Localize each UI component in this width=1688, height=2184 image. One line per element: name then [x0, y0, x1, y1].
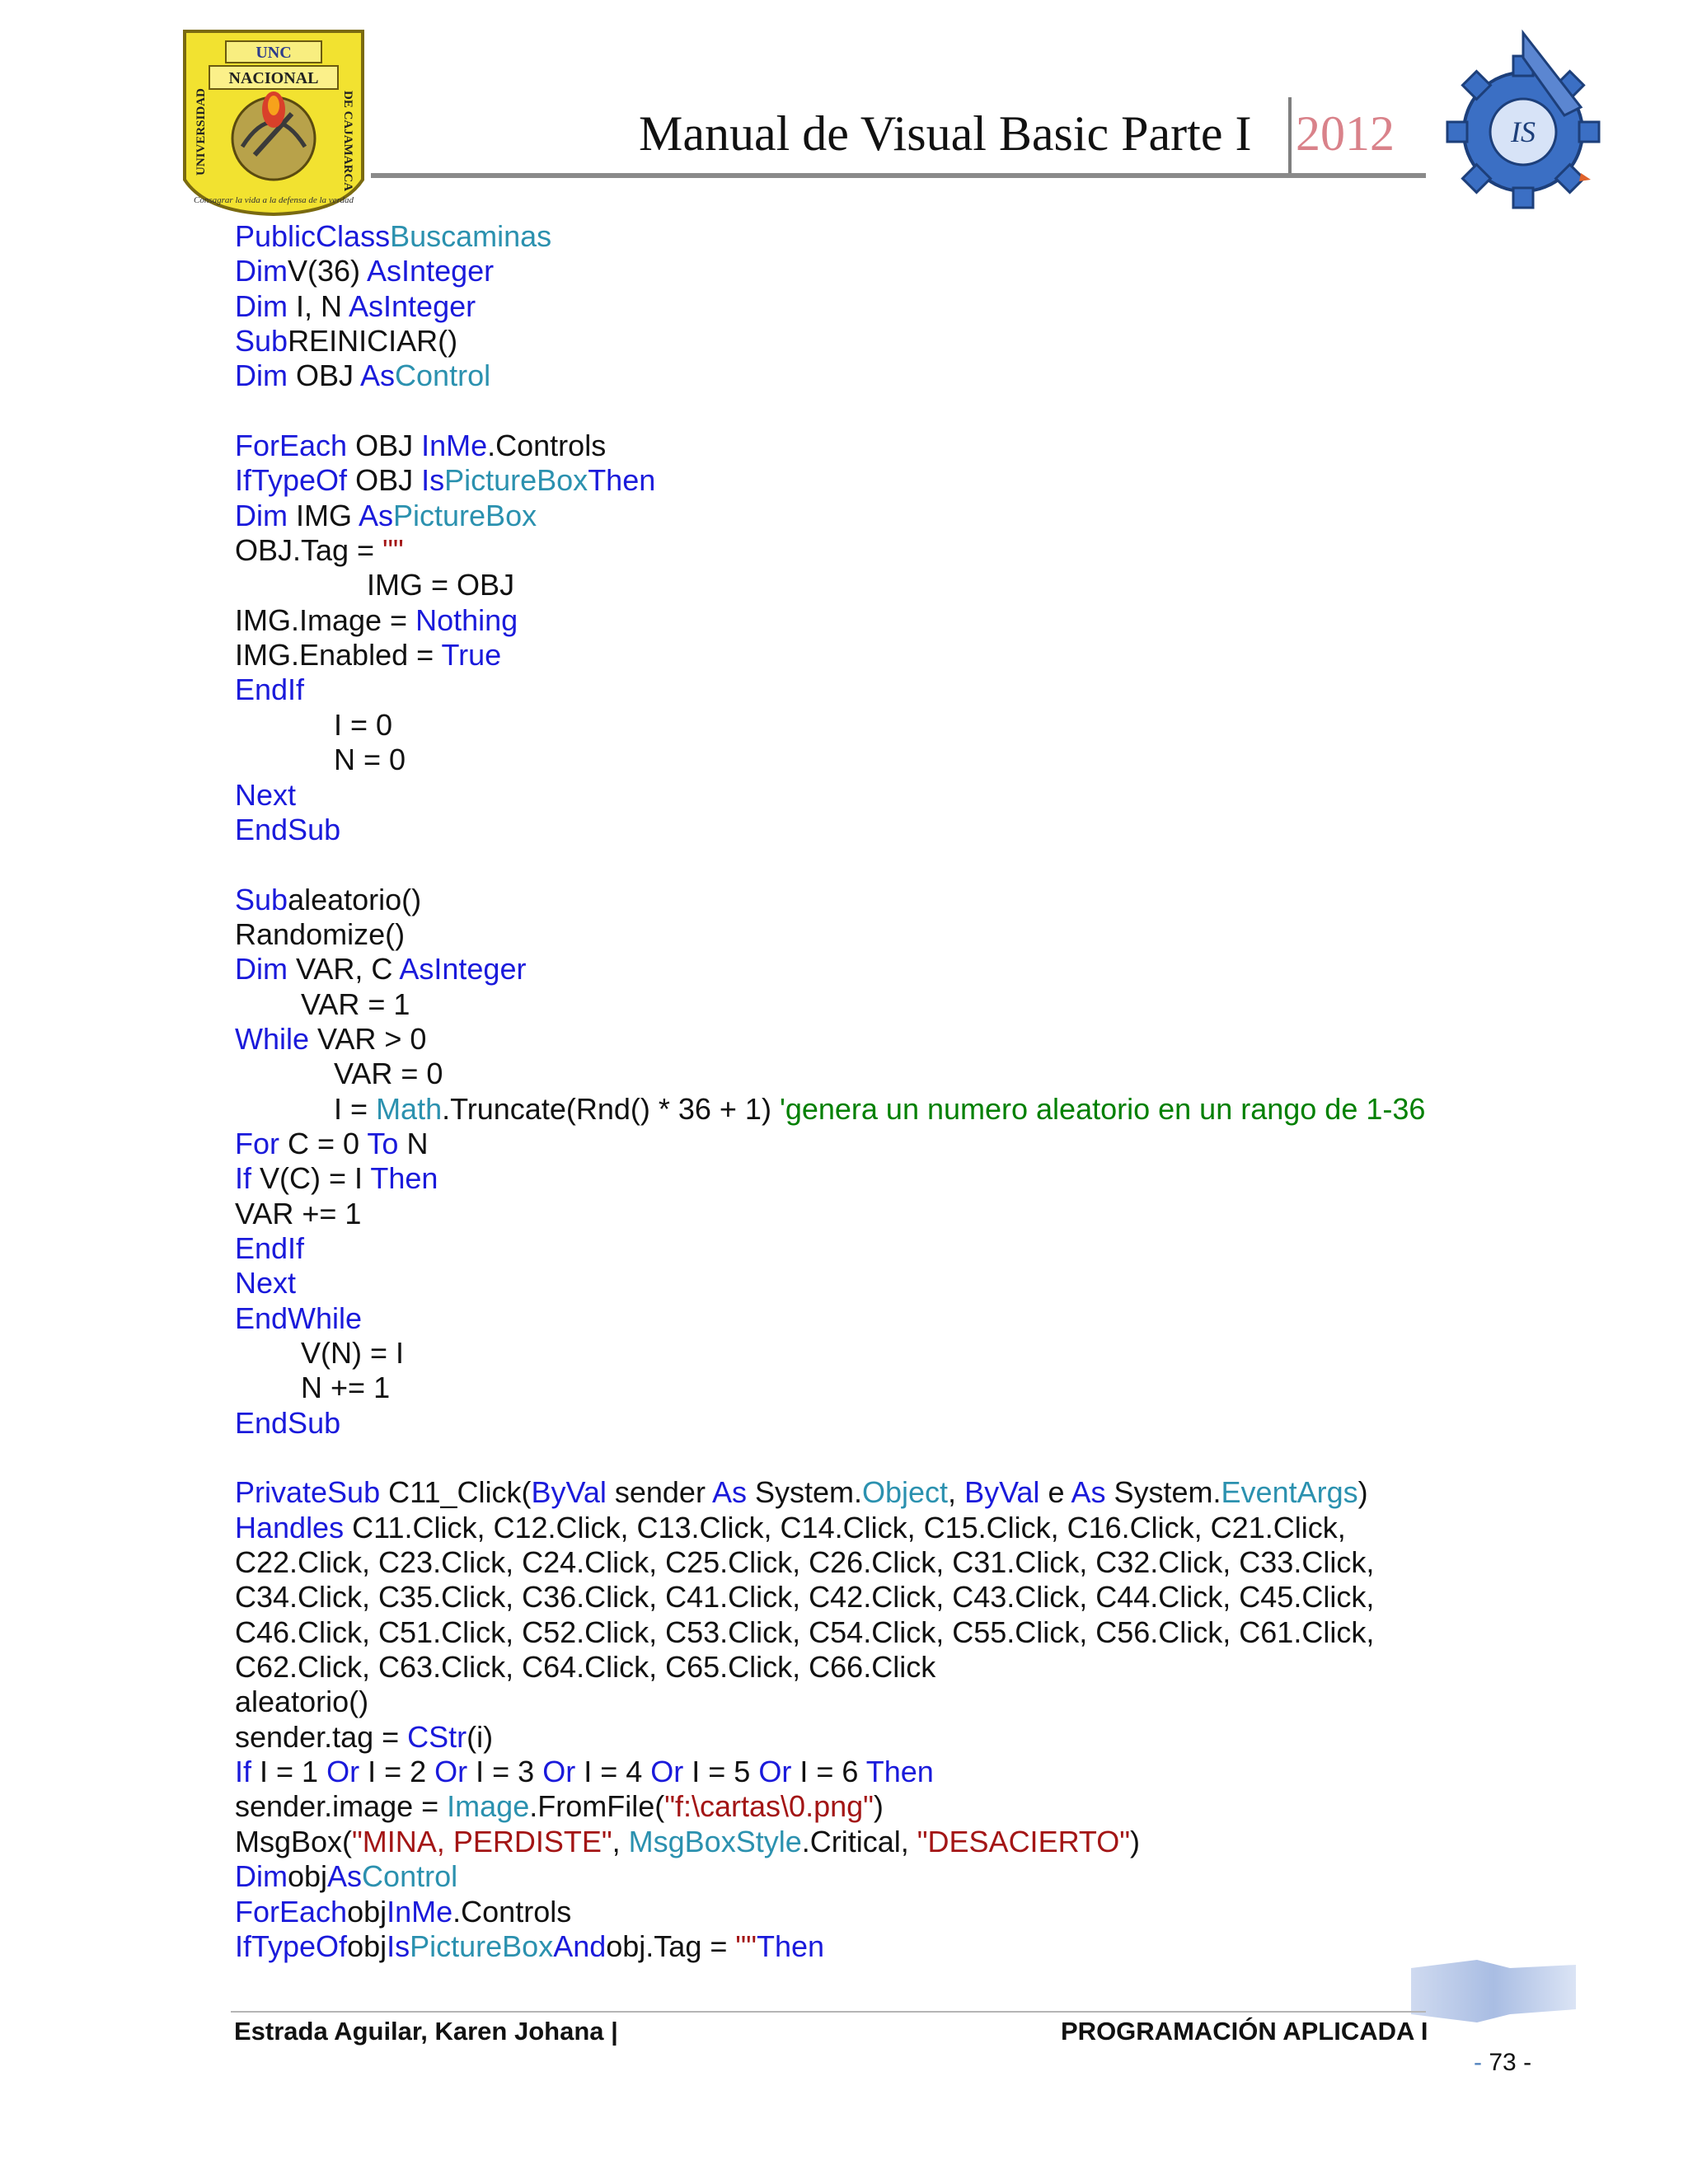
code-token: PictureBox [444, 463, 588, 498]
code-line [235, 673, 1425, 707]
code-line [235, 429, 1425, 463]
code-token: CStr [407, 1719, 467, 1754]
code-line [235, 1092, 1425, 1127]
systems-engineering-logo [1441, 16, 1606, 223]
code-token: Dim [235, 952, 288, 987]
code-token: C34.Click, C35.Click, C36.Click, C41.Click, C42.Click, C43.Click, C44.Click, C45.Click, [235, 1580, 1375, 1615]
code-token: Buscaminas [390, 219, 552, 253]
code-token: AsInteger [399, 952, 527, 987]
code-token: REINICIAR() [288, 324, 458, 359]
code-token: OBJ [347, 463, 422, 498]
code-token: Or [434, 1755, 468, 1789]
code-token: obj.Tag = [606, 1929, 736, 1963]
code-token: V(C) = I [251, 1161, 371, 1196]
code-token: PictureBox [410, 1929, 554, 1963]
code-token: "MINA, PERDISTE" [352, 1824, 612, 1858]
code-token: Dim [235, 359, 288, 393]
code-token: OBJ.Tag = [235, 533, 383, 568]
code-token: sender [606, 1475, 712, 1510]
code-line [235, 289, 1425, 324]
code-token: , [948, 1475, 965, 1510]
code-line [235, 1161, 1425, 1196]
svg-text:Consagrar la vida a la defensa: Consagrar la vida a la defensa de la verdad [194, 195, 354, 205]
page-number [1474, 2049, 1531, 2077]
code-token: I = 6 [791, 1755, 866, 1789]
code-token: And [553, 1929, 607, 1963]
svg-text:NACIONAL: NACIONAL [228, 69, 319, 87]
svg-text:UNIVERSIDAD: UNIVERSIDAD [195, 88, 208, 176]
code-token: System. [1105, 1475, 1221, 1510]
code-line [235, 1895, 1425, 1929]
code-token: Is [387, 1929, 410, 1963]
code-token: Or [758, 1755, 792, 1789]
code-line [235, 1301, 1425, 1336]
code-token: "" [382, 533, 404, 568]
code-token: V(N) = I [235, 1336, 405, 1370]
code-token: 'genera un numero aleatorio en un rango de 1-36 [779, 1091, 1426, 1126]
code-token: ForEach [235, 429, 348, 463]
code-token: EndWhile [235, 1301, 363, 1335]
code-token: Dim [235, 1859, 288, 1894]
code-line [235, 1580, 1425, 1615]
code-token: As [327, 1859, 363, 1894]
code-token: PrivateSub [235, 1475, 381, 1510]
code-token: I = 1 [251, 1755, 327, 1789]
code-line [235, 1022, 1425, 1057]
code-line [235, 778, 1425, 813]
page-number-value: 73 [1489, 2049, 1517, 2076]
footer-decoration [1411, 1960, 1576, 2026]
code-line [235, 708, 1425, 743]
code-line [235, 1511, 1425, 1545]
code-token: "DESACIERTO" [917, 1824, 1131, 1858]
code-token: If [235, 1161, 252, 1196]
code-token: If [235, 1755, 252, 1789]
code-line [235, 743, 1425, 777]
code-line [235, 1789, 1425, 1824]
footer-rule [231, 2011, 1426, 2013]
code-token: While [235, 1021, 310, 1056]
code-token: VAR += 1 [235, 1196, 362, 1230]
code-token: Dim [235, 254, 288, 288]
code-token: EventArgs [1221, 1475, 1358, 1510]
code-line [235, 1929, 1425, 1964]
code-token: I = [235, 1091, 377, 1126]
code-token: Is [421, 463, 445, 498]
code-line [235, 638, 1425, 673]
code-line [235, 463, 1425, 498]
code-line [235, 254, 1425, 288]
code-token: PictureBox [393, 498, 537, 532]
code-token: AsInteger [349, 288, 476, 323]
code-token: VAR, C [287, 952, 400, 987]
code-token: EndSub [235, 812, 341, 846]
code-line [235, 883, 1425, 917]
code-token: InMe [387, 1894, 453, 1929]
code-line [235, 1371, 1425, 1405]
code-line [235, 1127, 1425, 1161]
code-token: N [398, 1126, 429, 1160]
code-line [235, 1475, 1425, 1510]
code-token: "f:\cartas\0.png" [664, 1789, 874, 1824]
code-line [235, 1825, 1425, 1859]
code-token: As [359, 498, 394, 532]
code-line [235, 1755, 1425, 1789]
code-line [235, 603, 1425, 638]
code-token: Then [370, 1161, 438, 1196]
code-token: Sub [235, 324, 288, 359]
code-token: PublicClass [235, 219, 391, 253]
code-token: I, N [287, 288, 349, 323]
code-token: sender.image = [235, 1789, 448, 1824]
code-token: Next [235, 1266, 297, 1301]
code-token: .Controls [452, 1894, 572, 1929]
code-token: ForEach [235, 1894, 348, 1929]
code-line [235, 952, 1425, 987]
code-token: IMG.Image = [235, 602, 416, 637]
code-token: N = 0 [235, 743, 406, 777]
code-line [235, 219, 1425, 254]
code-token: ) [1357, 1475, 1368, 1510]
code-token: Then [756, 1929, 825, 1963]
code-token: EndIf [235, 1230, 305, 1265]
code-line [235, 813, 1425, 847]
code-token: V(36) [287, 254, 368, 288]
code-token: I = 2 [359, 1755, 435, 1789]
code-token: C = 0 [279, 1126, 368, 1160]
footer-course: PROGRAMACIÓN APLICADA I [1061, 2017, 1428, 2046]
code-line [235, 1406, 1425, 1441]
code-token: obj [347, 1894, 387, 1929]
code-line [235, 359, 1425, 393]
code-token: Then [588, 463, 656, 498]
code-line [235, 1545, 1425, 1580]
page-suffix: - [1523, 2049, 1532, 2076]
code-token: Then [865, 1755, 934, 1789]
code-token: To [367, 1126, 399, 1160]
header-rule [371, 173, 1426, 178]
code-token: VAR > 0 [309, 1021, 427, 1056]
svg-text:DE CAJAMARCA: DE CAJAMARCA [341, 91, 354, 192]
code-token: Dim [235, 288, 288, 323]
code-token: C46.Click, C51.Click, C52.Click, C53.Click, C54.Click, C55.Click, C56.Click, C61.Click, [235, 1615, 1375, 1649]
code-line [235, 917, 1425, 952]
code-token: IfTypeOf [235, 463, 348, 498]
code-token: ) [1130, 1824, 1141, 1858]
code-token: As [360, 359, 396, 393]
code-token: As [711, 1475, 747, 1510]
code-token: Control [395, 359, 491, 393]
code-token: As [1071, 1475, 1106, 1510]
code-token: .Controls [487, 429, 607, 463]
code-token: Sub [235, 882, 288, 916]
code-token: ByVal [964, 1475, 1040, 1510]
code-line [235, 568, 1425, 602]
svg-text:IS: IS [1511, 115, 1536, 148]
code-token: Or [650, 1755, 684, 1789]
code-token: EndSub [235, 1405, 341, 1440]
code-token: C62.Click, C63.Click, C64.Click, C65.Click, C66.Click [235, 1650, 936, 1685]
code-token: IMG = OBJ [235, 568, 515, 602]
header-divider [1288, 97, 1292, 176]
code-token: MsgBox( [235, 1824, 353, 1858]
code-token: OBJ [287, 359, 361, 393]
code-token: EndIf [235, 673, 305, 707]
code-line [235, 1197, 1425, 1231]
code-token: C22.Click, C23.Click, C24.Click, C25.Click, C26.Click, C31.Click, C32.Click, C33.Click, [235, 1545, 1375, 1580]
code-token: Dim [235, 498, 288, 532]
code-token: .FromFile( [529, 1789, 665, 1824]
code-token: Or [326, 1755, 360, 1789]
code-line [235, 1859, 1425, 1894]
code-listing [235, 219, 1425, 1964]
code-token: I = 5 [683, 1755, 759, 1789]
code-token: aleatorio() [288, 882, 422, 916]
code-line [235, 499, 1425, 533]
code-token: (i) [467, 1719, 494, 1754]
code-token: Next [235, 777, 297, 812]
code-token: obj [347, 1929, 387, 1963]
svg-text:UNC: UNC [256, 44, 292, 62]
code-token: .Critical, [801, 1824, 917, 1858]
code-token: I = 4 [575, 1755, 651, 1789]
code-token: Object [862, 1475, 949, 1510]
code-token: IMG [287, 498, 359, 532]
code-token: True [441, 638, 502, 673]
code-token: I = 0 [235, 707, 393, 742]
code-line [235, 1685, 1425, 1719]
code-token: Control [362, 1859, 458, 1894]
code-token: IMG.Enabled = [235, 638, 442, 673]
code-token: e [1039, 1475, 1071, 1510]
code-token: ByVal [531, 1475, 607, 1510]
document-title: Manual de Visual Basic Parte I [639, 106, 1252, 161]
code-token: , [612, 1824, 629, 1858]
code-line [235, 987, 1425, 1022]
code-token: N += 1 [235, 1371, 391, 1405]
code-token: C11_Click( [380, 1475, 532, 1510]
code-line [235, 1336, 1425, 1371]
document-year: 2012 [1296, 106, 1395, 161]
code-line [235, 1441, 1425, 1475]
code-line [235, 533, 1425, 568]
code-token: I = 3 [467, 1755, 543, 1789]
code-line [235, 1231, 1425, 1266]
code-token: Image [447, 1789, 530, 1824]
code-line [235, 1266, 1425, 1301]
code-token: IfTypeOf [235, 1929, 348, 1963]
code-line [235, 1720, 1425, 1755]
code-line [235, 324, 1425, 359]
code-line [235, 1057, 1425, 1091]
code-token: System. [746, 1475, 862, 1510]
code-line [235, 1650, 1425, 1685]
code-line [235, 1615, 1425, 1650]
code-token: Math [376, 1091, 443, 1126]
code-token: VAR = 0 [235, 1057, 443, 1091]
code-token: .Truncate(Rnd() * 36 + 1) [442, 1091, 780, 1126]
code-token: Handles [235, 1510, 345, 1544]
code-token: ) [873, 1789, 884, 1824]
code-token: InMe [421, 429, 488, 463]
code-token: obj [287, 1859, 328, 1894]
code-token: "" [735, 1929, 757, 1963]
code-token: Nothing [415, 602, 518, 637]
code-token: Randomize() [235, 916, 406, 951]
code-token: sender.tag = [235, 1719, 408, 1754]
code-line [235, 394, 1425, 429]
code-token: MsgBoxStyle [628, 1824, 802, 1858]
code-token: OBJ [347, 429, 422, 463]
footer-author: Estrada Aguilar, Karen Johana | [234, 2017, 618, 2046]
code-token: aleatorio() [235, 1685, 369, 1719]
page-prefix: - [1474, 2049, 1482, 2076]
code-token: Or [542, 1755, 576, 1789]
code-token: AsInteger [367, 254, 495, 288]
code-token: VAR = 1 [235, 987, 410, 1021]
university-logo [176, 23, 371, 218]
code-token: C11.Click, C12.Click, C13.Click, C14.Click, C15.Click, C16.Click, C21.Click, [344, 1510, 1346, 1544]
code-token: For [235, 1126, 279, 1160]
code-line [235, 847, 1425, 882]
